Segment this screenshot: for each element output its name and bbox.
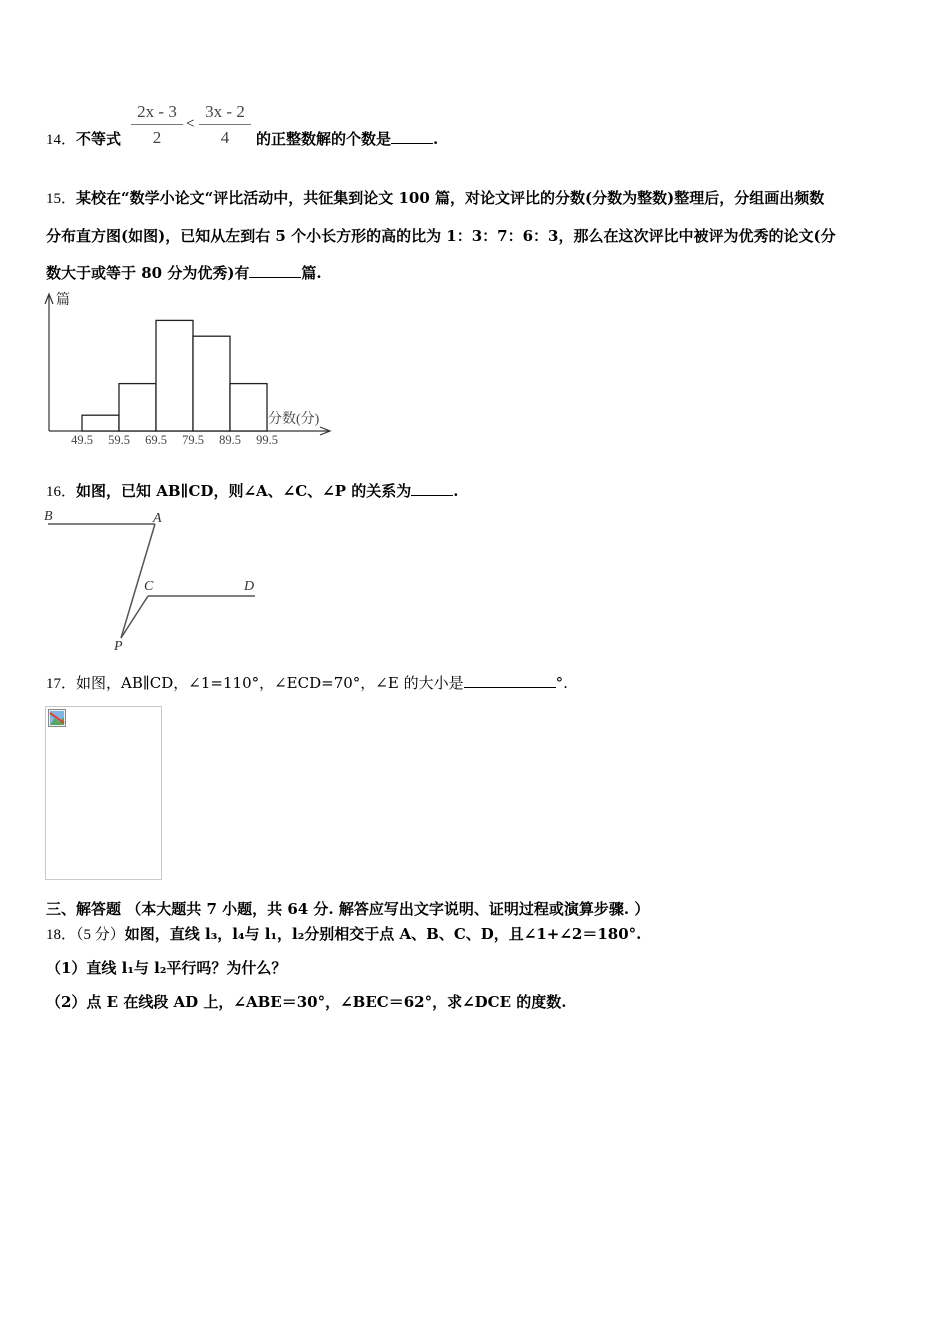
x-tick-label: 79.5 <box>182 433 204 447</box>
x-axis-label: 分数(分) <box>268 412 320 427</box>
q18-text: 如图，直线 l₃，l₄与 l₁，l₂分别相交于点 A、B、C、D，且∠1+∠2＝180°. <box>124 925 642 943</box>
point-label-a: A <box>153 511 162 526</box>
histogram-bar-1 <box>82 415 119 431</box>
q14-left-numerator: 2x - 3 <box>137 102 177 121</box>
q18-part2: （2）点 E 在线段 AD 上，∠ABE＝30°，∠BEC＝62°，求∠DCE 的度数. <box>46 993 567 1011</box>
q18-line <box>46 923 641 944</box>
q17-end: °. <box>555 674 568 692</box>
histogram-bar-4 <box>193 336 230 431</box>
histogram-bar-2 <box>119 384 156 431</box>
broken-image-placeholder <box>45 706 162 880</box>
q16-line <box>46 480 458 501</box>
point-label-c: C <box>144 579 154 594</box>
q14-suffix: 的正整数解的个数是 <box>256 130 392 148</box>
point-label-p: P <box>114 639 123 654</box>
q14-less-than: < <box>186 116 195 132</box>
q17-line <box>46 672 568 693</box>
q14-left-denominator: 2 <box>152 128 162 147</box>
segment-pc <box>121 596 148 638</box>
q14-prefix: 不等式 <box>76 130 122 148</box>
x-tick-label: 49.5 <box>71 433 93 447</box>
broken-image-icon <box>48 709 66 727</box>
q15-text-line1: 某校在“数学小论文“评比活动中，共征集到论文 100 篇，对论文评比的分数(分数为整数)整理后，分组画出频数 <box>76 189 825 207</box>
x-tick-label: 99.5 <box>256 433 278 447</box>
q17-number: 17． <box>46 676 77 692</box>
x-tick-label: 69.5 <box>145 433 167 447</box>
q14-right-denominator: 4 <box>220 128 230 147</box>
q18-number: 18． <box>46 927 77 943</box>
q16-end: . <box>453 482 459 500</box>
point-label-d: D <box>244 579 255 594</box>
histogram-bar-3 <box>156 320 193 431</box>
q18-score: （5 分） <box>76 927 125 943</box>
q15-end: 篇. <box>301 264 322 282</box>
q16-number: 16． <box>46 484 77 500</box>
q16-geometry-figure <box>0 500 300 660</box>
q17-text: 如图，AB∥CD，∠1=110°，∠ECD=70°，∠E 的大小是 <box>76 674 464 692</box>
histogram-chart <box>0 0 950 460</box>
q18-part1: （1）直线 l₁与 l₂平行吗？为什么？ <box>46 959 287 977</box>
q15-text-line3: 数大于或等于 80 分为优秀)有 <box>46 264 250 282</box>
point-label-b: B <box>44 509 53 524</box>
histogram-bar-5 <box>230 384 267 431</box>
q14-number: 14． <box>46 132 77 148</box>
q14-end: . <box>433 130 439 148</box>
q14-right-numerator: 3x - 2 <box>205 102 245 121</box>
q15-line2: 分布直方图(如图)，已知从左到右 5 个小长方形的高的比为 1：3：7：6：3，那么在这次评比中被评为优秀的论文(分 <box>46 227 836 245</box>
q17-answer-blank[interactable] <box>464 673 556 688</box>
section3-heading: 三、解答题 （本大题共 7 小题，共 64 分. 解答应写出文字说明、证明过程或演算步骤. ） <box>46 900 650 918</box>
q16-answer-blank[interactable] <box>411 481 453 496</box>
y-axis-label: 篇 <box>56 293 70 308</box>
q16-text: 如图，已知 AB∥CD，则∠A、∠C、∠P 的关系为 <box>76 482 412 500</box>
x-tick-label: 89.5 <box>219 433 241 447</box>
q15-number: 15． <box>46 191 77 207</box>
x-tick-label: 59.5 <box>108 433 130 447</box>
